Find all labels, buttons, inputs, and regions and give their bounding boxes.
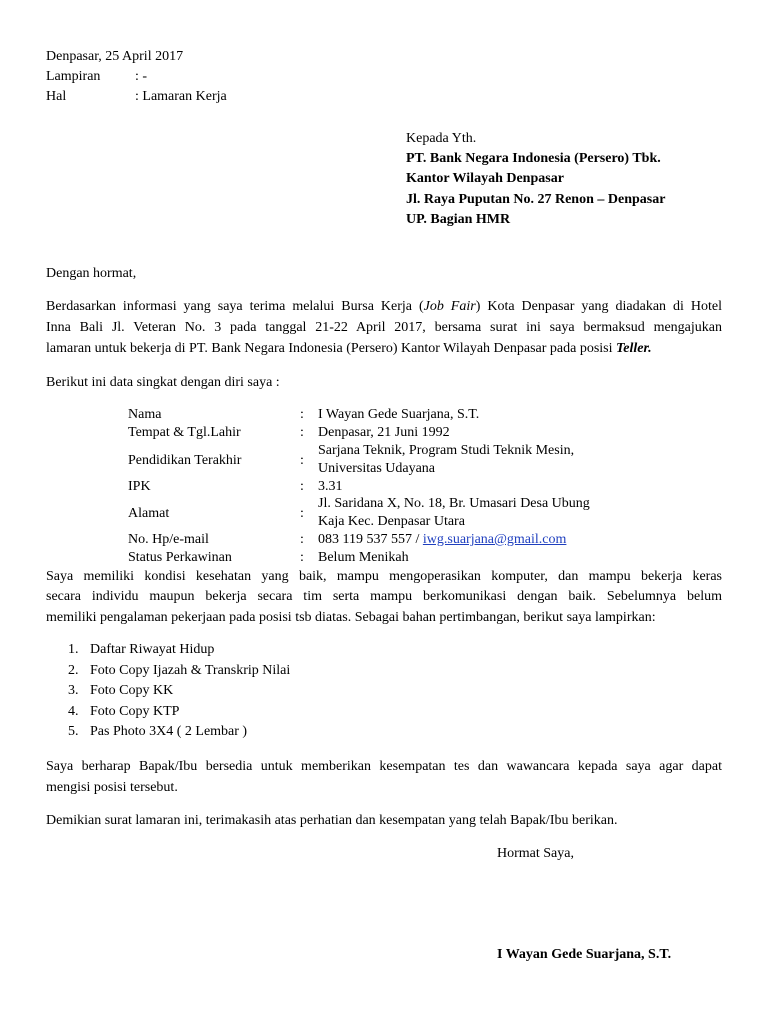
recipient-company: PT. Bank Negara Indonesia (Persero) Tbk. [406, 151, 661, 166]
hal-label: Hal [46, 89, 67, 104]
place-date: Denpasar, 25 April 2017 [46, 49, 184, 64]
intro-line-1: Berdasarkan informasi yang saya terima melalui Bursa Kerja (Job Fair) Kota Denpasar yang diadakan di Hotel [46, 299, 722, 314]
ttl-value: Denpasar, 21 Juni 1992 [318, 425, 450, 440]
phone-number: 083 119 537 557 / [318, 532, 423, 547]
alamat-value-1: Jl. Saridana X, No. 18, Br. Umasari Desa Ubung [318, 496, 590, 511]
hope-line-1: Saya berharap Bapak/Ibu bersedia untuk memberikan kesempatan tes dan wawancara kepada saya agar dapat [46, 759, 722, 774]
kontak-label: No. Hp/e-mail [128, 532, 209, 547]
hope-line-2: mengisi posisi tersebut. [46, 780, 178, 795]
nama-label: Nama [128, 407, 162, 422]
intro-line-2: Inna Bali Jl. Veteran No. 3 pada tanggal 21-22 April 2017, bersama surat ini saya bermaksud mengajukan [46, 320, 722, 335]
hal-value: : Lamaran Kerja [135, 89, 227, 104]
list-item: 4. Foto Copy KTP [68, 704, 180, 719]
list-item: 2. Foto Copy Ijazah & Transkrip Nilai [68, 663, 291, 678]
list-item: 5. Pas Photo 3X4 ( 2 Lembar ) [68, 724, 248, 739]
list-item: 3. Foto Copy KK [68, 683, 174, 698]
pendidikan-value-2: Universitas Udayana [318, 461, 436, 476]
lampiran-label: Lampiran [46, 69, 101, 84]
email-link[interactable]: iwg.suarjana@gmail.com [422, 532, 567, 547]
pendidikan-value-1: Sarjana Teknik, Program Studi Teknik Mesin, [318, 443, 575, 458]
lampiran-value: : - [135, 69, 148, 84]
salutation: Dengan hormat, [46, 266, 137, 281]
nama-value: I Wayan Gede Suarjana, S.T. [318, 407, 480, 422]
signature-name: I Wayan Gede Suarjana, S.T. [497, 947, 672, 962]
pendidikan-label: Pendidikan Terakhir [128, 453, 242, 468]
body-line-2: secara individu maupun bekerja secara tim serta mampu berkomunikasi dengan baik. Sebelumnya belum [46, 589, 722, 604]
alamat-value-2: Kaja Kec. Denpasar Utara [318, 514, 465, 529]
closing: Demikian surat lamaran ini, terimakasih atas perhatian dan kesempatan yang telah Bapak/Ibu berikan. [46, 813, 618, 828]
ttl-label: Tempat & Tgl.Lahir [128, 425, 241, 440]
recipient-attention: UP. Bagian HMR [406, 212, 511, 227]
recipient-address: Jl. Raya Puputan No. 27 Renon – Denpasar [406, 192, 666, 207]
kontak-value [318, 530, 566, 550]
list-item: 1. Daftar Riwayat Hidup [68, 642, 215, 657]
ipk-label: IPK [128, 479, 151, 494]
recipient-greeting: Kepada Yth. [406, 131, 477, 146]
status-label: Status Perkawinan [128, 550, 232, 565]
alamat-label: Alamat [128, 506, 170, 521]
job-fair-italic: Job Fair [423, 299, 476, 314]
intro-line-3: lamaran untuk bekerja di PT. Bank Negara Indonesia (Persero) Kantor Wilayah Denpasar pada posisi Teller. [46, 341, 652, 356]
status-value: Belum Menikah [318, 550, 409, 565]
data-intro: Berikut ini data singkat dengan diri saya : [46, 375, 280, 390]
body-line-3: memiliki pengalaman pekerjaan pada posisi tsb diatas. Sebagai bahan pertimbangan, berikut saya lampirkan: [46, 610, 656, 625]
ipk-value: 3.31 [318, 479, 343, 494]
recipient-office: Kantor Wilayah Denpasar [406, 171, 564, 186]
position-teller: Teller. [616, 341, 652, 356]
regards: Hormat Saya, [497, 846, 574, 861]
body-line-1: Saya memiliki kondisi kesehatan yang baik, mampu mengoperasikan komputer, dan mampu bekerja keras [46, 569, 722, 584]
